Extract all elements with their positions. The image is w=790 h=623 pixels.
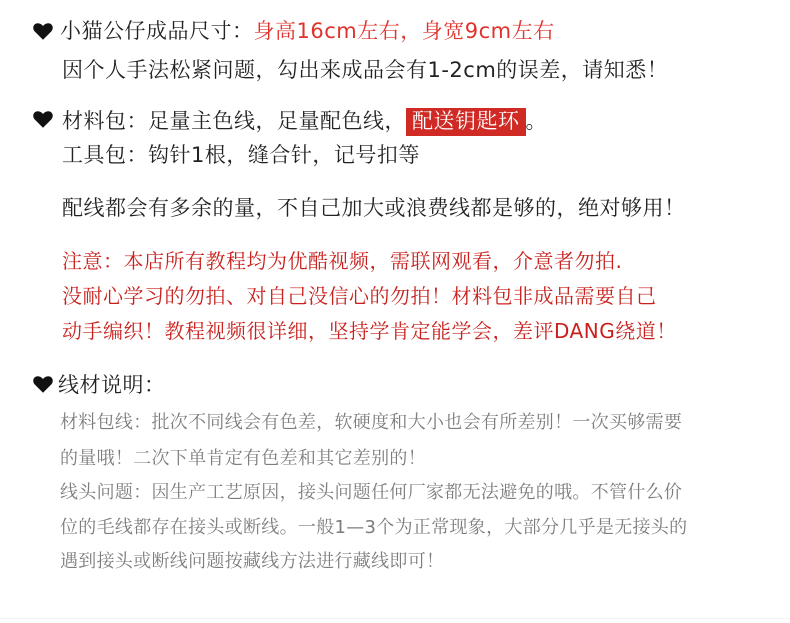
notice-line-3: 动手编织！教程视频很详细，坚持学肯定能学会，差评DANG绕道！ [62, 319, 677, 343]
size-width: 身宽9cm左右 [421, 19, 555, 43]
size-label: 小猫公仔成品尺寸： [60, 19, 254, 43]
materials-label: 材料包：足量主色线，足量配色线， [62, 109, 406, 133]
yarn-line-1: 材料包线：批次不同线会有色差，软硬度和大小也会有所差别！一次买够需要 [60, 412, 683, 433]
yarn-line-4: 位的毛线都存在接头或断线。一般1—3个为正常现象，大部分几乎是无接头的 [60, 517, 688, 538]
materials-suffix: 。 [525, 109, 547, 133]
notice-line-2: 没耐心学习的勿拍、对自己没信心的勿拍！材料包非成品需要自己 [62, 284, 657, 308]
bottom-divider [0, 618, 790, 619]
yarn-line-2: 的量哦！二次下单肯定有色差和其它差别的！ [60, 448, 426, 469]
notice-line-1: 注意：本店所有教程均为优酷视频，需联网观看，介意者勿拍. [62, 249, 623, 273]
keyring-badge: 配送钥匙环 [406, 108, 526, 136]
yarn-line-3: 线头问题：因生产工艺原因，接头问题任何厂家都无法避免的哦。不管什么价 [60, 482, 683, 503]
size-note: 因个人手法松紧问题，勾出来成品会有1-2cm的误差，请知悉！ [62, 58, 669, 82]
yarn-title: 线材说明： [58, 373, 166, 397]
enough-note: 配线都会有多余的量，不自己加大或浪费线都是够的，绝对够用！ [62, 196, 686, 220]
heart-icon [32, 20, 54, 42]
heart-icon [32, 108, 54, 130]
size-line [60, 21, 555, 42]
size-height: 身高16cm左右， [253, 19, 422, 43]
yarn-line-5: 遇到接头或断线问题按藏线方法进行藏线即可！ [60, 551, 445, 572]
heart-icon [32, 373, 54, 395]
tools-line: 工具包：钩针1根，缝合针，记号扣等 [62, 143, 420, 167]
materials-line [62, 108, 547, 136]
